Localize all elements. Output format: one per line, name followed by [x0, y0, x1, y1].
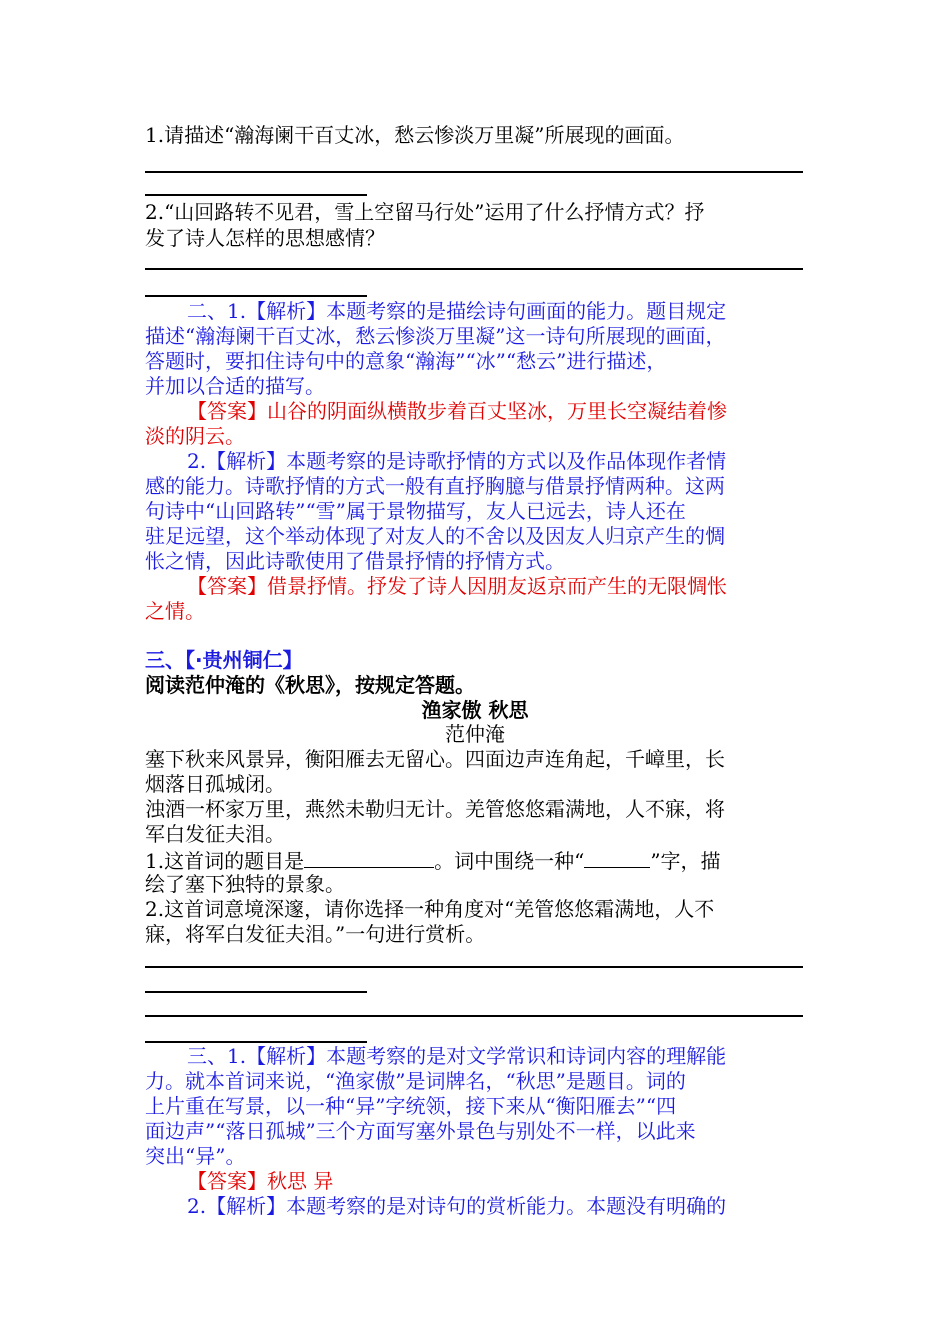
question-text: ”字，描 [650, 849, 721, 873]
section-3-heading: 三、【·贵州铜仁】 [145, 648, 303, 672]
poem-stanza-2-line-1: 浊酒一杯家万里，燕然未勒归无计。羌管悠悠霜满地，人不寐，将 [145, 797, 725, 821]
question-2-line-2: 发了诗人怎样的思想感情？ [145, 226, 385, 250]
analysis-2-line-3: 句诗中“山回路转”“雪”属于景物描写，友人已远去，诗人还在 [145, 499, 686, 523]
answer-line [145, 966, 803, 968]
poem-stanza-1-line-2: 烟落日孤城闭。 [145, 772, 285, 796]
analysis-1-line-1: 二、1.【解析】本题考察的是描绘诗句画面的能力。题目规定 [187, 299, 727, 323]
answer-1-line-1: 【答案】山谷的阴面纵横散步着百丈坚冰，万里长空凝结着惨 [187, 399, 727, 423]
analysis-1-line-2: 描述“瀚海阑干百丈冰，愁云惨淡万里凝”这一诗句所展现的画面， [145, 324, 726, 348]
analysis-2-line-5: 怅之情，因此诗歌使用了借景抒情的抒情方式。 [145, 549, 565, 573]
analysis-3-1-line-1: 三、1.【解析】本题考察的是对文学常识和诗词内容的理解能 [187, 1044, 727, 1068]
question-3-2-line-2: 寐，将军白发征夫泪。”一句进行赏析。 [145, 922, 486, 946]
question-1: 1.请描述“瀚海阑干百丈冰，愁云惨淡万里凝”所展现的画面。 [145, 123, 685, 147]
fill-blank [584, 847, 650, 868]
question-3-1-line-1 [145, 847, 805, 874]
analysis-3-1-line-4: 面边声”“落日孤城”三个方面写塞外景色与别处不一样，以此来 [145, 1119, 696, 1143]
analysis-3-2-line-1: 2.【解析】本题考察的是对诗句的赏析能力。本题没有明确的 [187, 1194, 727, 1218]
answer-line [145, 1015, 803, 1017]
answer-line [145, 991, 367, 993]
answer-1-line-2: 淡的阴云。 [145, 424, 245, 448]
analysis-1-line-3: 答题时，要扣住诗句中的意象“瀚海”“冰”“愁云”进行描述， [145, 349, 667, 373]
poem-author: 范仲淹 [445, 722, 505, 746]
answer-line [145, 295, 367, 297]
answer-line [145, 1041, 367, 1043]
analysis-3-1-line-5: 突出“异”。 [145, 1144, 246, 1168]
analysis-3-1-line-2: 力。就本首词来说，“渔家傲”是词牌名，“秋思”是题目。词的 [145, 1069, 686, 1093]
answer-2-line-2: 之情。 [145, 599, 205, 623]
answer-line [145, 268, 803, 270]
analysis-1-line-4: 并加以合适的描写。 [145, 374, 325, 398]
answer-3-1: 【答案】秋思 异 [187, 1169, 334, 1193]
question-3-2-line-1: 2.这首词意境深邃，请你选择一种角度对“羌管悠悠霜满地，人不 [145, 897, 715, 921]
analysis-3-1-line-3: 上片重在写景，以一种“异”字统领，接下来从“衡阳雁去”“四 [145, 1094, 677, 1118]
analysis-2-line-2: 感的能力。诗歌抒情的方式一般有直抒胸臆与借景抒情两种。这两 [145, 474, 725, 498]
fill-blank [304, 847, 434, 868]
poem-title: 渔家傲 秋思 [421, 698, 529, 722]
question-2-line-1: 2.“山回路转不见君，雪上空留马行处”运用了什么抒情方式？抒 [145, 200, 705, 224]
analysis-2-line-4: 驻足远望，这个举动体现了对友人的不舍以及因友人归京产生的惆 [145, 524, 725, 548]
answer-2-line-1: 【答案】借景抒情。抒发了诗人因朋友返京而产生的无限惆怅 [187, 574, 727, 598]
analysis-2-line-1: 2.【解析】本题考察的是诗歌抒情的方式以及作品体现作者情 [187, 449, 727, 473]
poem-stanza-1-line-1: 塞下秋来风景异，衡阳雁去无留心。四面边声连角起，千嶂里，长 [145, 747, 725, 771]
question-text: 。词中围绕一种“ [434, 849, 585, 873]
section-3-intro: 阅读范仲淹的《秋思》，按规定答题。 [145, 673, 475, 697]
question-text: 1.这首词的题目是 [145, 849, 305, 873]
poem-stanza-2-line-2: 军白发征夫泪。 [145, 822, 285, 846]
question-3-1-line-2: 绘了塞下独特的景象。 [145, 872, 345, 896]
answer-line [145, 194, 367, 196]
answer-line [145, 171, 803, 173]
